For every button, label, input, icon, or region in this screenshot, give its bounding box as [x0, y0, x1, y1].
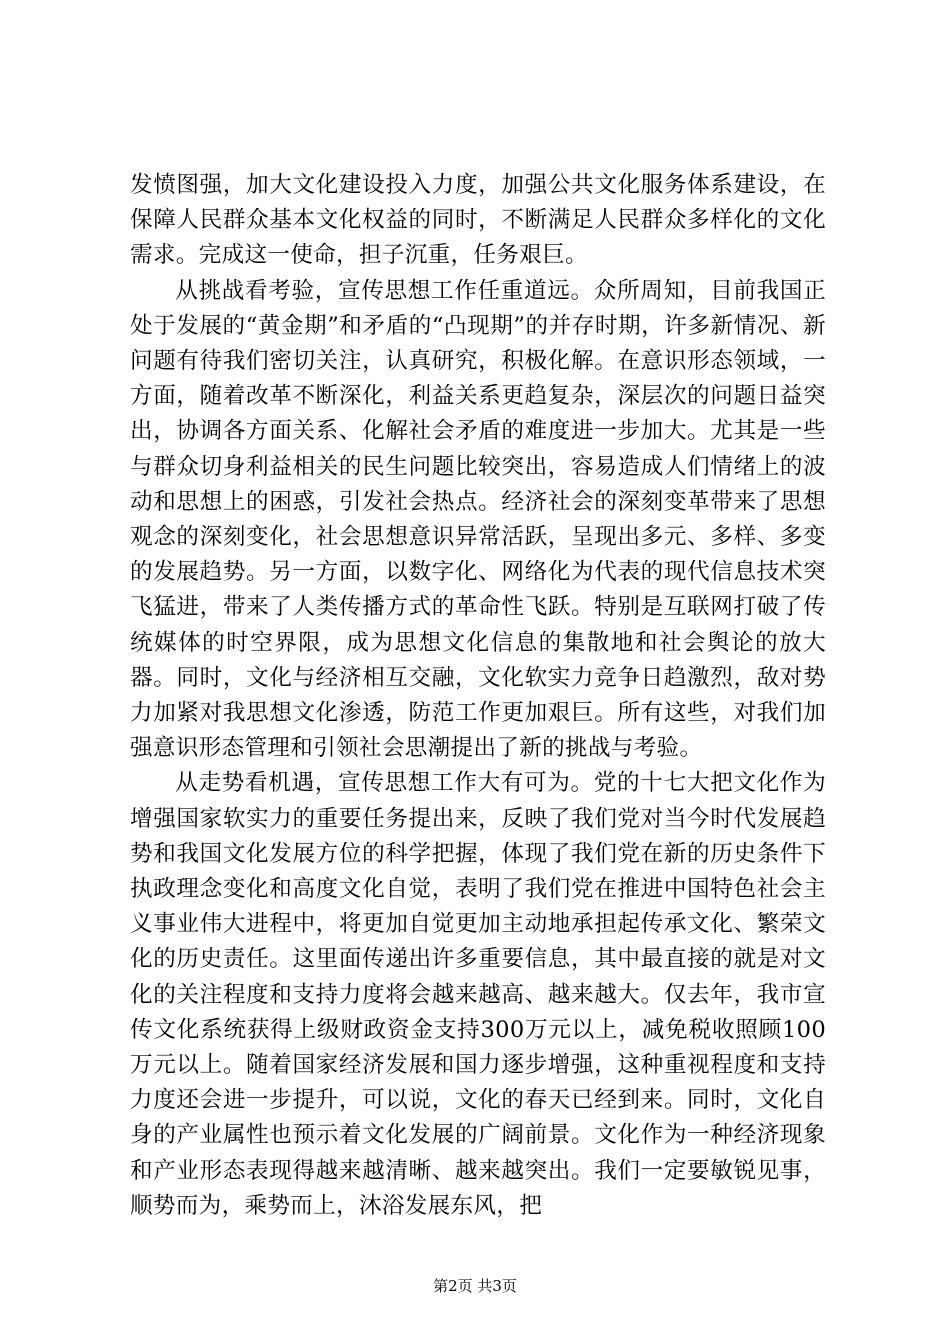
page-footer [0, 1276, 950, 1296]
paragraph-3: 从走势看机遇，宣传思想工作大有可为。党的十七大把文化作为增强国家软实力的重要任务提出来，反映了我们党对当今时代发展趋势和我国文化发展方位的科学把握，体现了我们党在新的历史条件下执政理念变化和高度文化自觉，表明了我们党在推进中国特色社会主义事业伟大进程中，将更加自觉更加主动地承担起传承文化、繁荣文化的历史责任。这里面传递出许多重要信息，其中最直接的就是对文化的关注程度和支持力度将会越来越高、越来越大。仅去年，我市宣传文化系统获得上级财政资金支持300万元以上，减免税收照顾100万元以上。随着国家经济发展和国力逐步增强，这种重视程度和支持力度还会进一步提升，可以说，文化的春天已经到来。同时，文化自身的产业属性也预示着文化发展的广阔前景。文化作为一种经济现象和产业形态表现得越来越清晰、越来越突出。我们一定要敏锐见事，顺势而为，乘势而上，沐浴发展东风，把 [130, 770, 826, 1219]
body-text [130, 168, 826, 1224]
paragraph-1: 发愤图强，加大文化建设投入力度，加强公共文化服务体系建设，在保障人民群众基本文化权益的同时，不断满足人民群众多样化的文化需求。完成这一使命，担子沉重，任务艰巨。 [130, 172, 826, 269]
paragraph-2: 从挑战看考验，宣传思想工作任重道远。众所周知，目前我国正处于发展的“黄金期”和矛盾的“凸现期”的并存时期，许多新情况、新问题有待我们密切关注，认真研究，积极化解。在意识形态领域，一方面，随着改革不断深化，利益关系更趋复杂，深层次的问题日益突出，协调各方面关系、化解社会矛盾的难度进一步加大。尤其是一些与群众切身利益相关的民生问题比较突出，容易造成人们情绪上的波动和思想上的困惑，引发社会热点。经济社会的深刻变革带来了思想观念的深刻变化，社会思想意识异常活跃，呈现出多元、多样、多变的发展趋势。另一方面，以数字化、网络化为代表的现代信息技术突飞猛进，带来了人类传播方式的革命性飞跃。特别是互联网打破了传统媒体的时空界限，成为思想文化信息的集散地和社会舆论的放大器。同时，文化与经济相互交融，文化软实力竞争日趋激烈，敌对势力加紧对我思想文化渗透，防范工作更加艰巨。所有这些，对我们加强意识形态管理和引领社会思潮提出了新的挑战与考验。 [130, 277, 826, 762]
page-number: 第2页 共3页 [433, 1277, 517, 1295]
